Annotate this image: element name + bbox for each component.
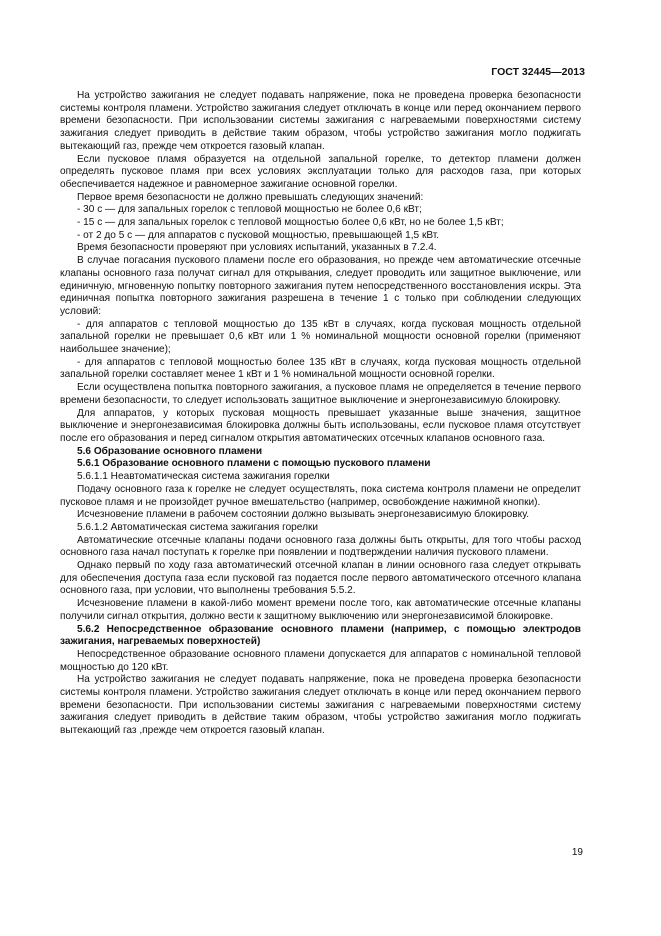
list-item: - для аппаратов с тепловой мощностью более 135 кВт в случаях, когда пусковая мощность отдельной запальной горелки составляет менее 1 кВт и 1 % номинальной мощности основной горелки. [60, 356, 581, 381]
paragraph: На устройство зажигания не следует подавать напряжение, пока не проведена проверка безопасности системы контроля пламени. Устройство зажигания следует отключать в конце или перед окончанием первого времени безопасности. При использовании системы зажигания с нагреваемыми поверхностями систему зажигания следует приводить в действие таким образом, чтобы устройство зажигания могло поджигать вытекающий газ ,прежде чем откроется газовый клапан. [60, 674, 581, 737]
list-item: - от 2 до 5 с — для аппаратов с пусковой мощностью, превышающей 1,5 кВт. [77, 229, 440, 241]
paragraph: Непосредственное образование основного пламени допускается для аппаратов с номинальной тепловой мощностью до 120 кВт. [60, 648, 581, 673]
paragraph: Если осуществлена попытка повторного зажигания, а пусковое пламя не определяется в течение первого времени безопасности, то следует использовать защитное выключение и энергонезависимую блокировку. [60, 382, 581, 406]
paragraph: Для аппаратов, у которых пусковая мощность превышает указанные выше значения, защитное выключение и энергонезависимая блокировка должны быть использованы, если пусковое пламя отсутствует после его образования и перед сигналом открытия автоматических отсечных клапанов основного газа. [60, 407, 581, 444]
document-body [60, 90, 581, 738]
paragraph: Время безопасности проверяют при условиях испытаний, указанных в 7.2.4. [77, 242, 437, 254]
paragraph: Если пусковое пламя образуется на отдельной запальной горелке, то детектор пламени должен определять пусковое пламя при всех условиях эксплуатации только для расходов газа, при которых обеспечивается надежное и равномерное зажигание основной горелки. [60, 153, 581, 190]
list-item: - для аппаратов с тепловой мощностью до 135 кВт в случаях, когда пусковая мощность отдельной запальной горелки не превышает 0,6 кВт или 1 % номинальной мощности основной горелки (применяют наибольшее значение); [60, 318, 581, 356]
list-item: - 30 с — для запальных горелок с тепловой мощностью не более 0,6 кВт; [77, 204, 422, 216]
clause-heading: 5.6.1.2 Автоматическая система зажигания горелки [77, 521, 319, 533]
subsection-heading: 5.6.2 Непосредственное образование основного пламени (например, с помощью электродов зажигания, нагреваемых поверхностей) [60, 623, 581, 648]
paragraph: На устройство зажигания не следует подавать напряжение, пока не проведена проверка безопасности системы контроля пламени. Устройство зажигания следует отключать в конце или перед окончанием первого времени безопасности. При использовании системы зажигания с нагреваемыми поверхностями систему зажигания следует приводить в действие таким образом, чтобы устройство зажигания могло поджигать вытекающий газ, прежде чем откроется газовый клапан. [60, 90, 581, 152]
paragraph: Исчезновение пламени в рабочем состоянии должно вызывать энергонезависимую блокировку. [77, 509, 530, 521]
paragraph: Подачу основного газа к горелке не следует осуществлять, пока система контроля пламени не определит пусковое пламя и не произойдет ручное вмешательство (например, освобождение нажимной кнопки). [60, 483, 581, 508]
paragraph: Однако первый по ходу газа автоматический отсечной клапан в линии основного газа следует открывать для обеспечения доступа газа если пусковой газ подается после первого автоматического отсечного клапана основного газа, при условии, что выполнены требования 5.5.2. [60, 560, 581, 597]
section-heading: 5.6 Образование основного пламени [77, 445, 263, 457]
list-item: - 15 с — для запальных горелок с тепловой мощностью более 0,6 кВт, но не более 1,5 кВт; [77, 217, 504, 229]
paragraph: В случае погасания пускового пламени после его образования, но прежде чем автоматические отсечные клапаны основного газа получат сигнал для открывания, следует проводить или защитное выключение, или единичную, мгновенную попытку повторного зажигания путем непосредственного восстановления искры. Эта единичная попытка повторного зажигания разрешена в течение 1 с только при соблюдении следующих условий: [60, 255, 581, 317]
clause-heading: 5.6.1.1 Неавтоматическая система зажигания горелки [77, 471, 330, 483]
paragraph: Автоматические отсечные клапаны подачи основного газа должны быть открыты, для того чтобы расход основного газа начал поступать к горелке при появлении и подтверждении наличия пускового пламени. [60, 534, 581, 559]
subsection-heading: 5.6.1 Образование основного пламени с помощью пускового пламени [77, 458, 431, 470]
standard-number: ГОСТ 32445—2013 [491, 66, 585, 78]
paragraph: Первое время безопасности не должно превышать следующих значений: [77, 191, 424, 203]
paragraph: Исчезновение пламени в какой-либо момент времени после того, как автоматические отсечные клапаны получили сигнал открытия, должно вести к защитному выключению или энергонезависимой блокировке. [60, 598, 581, 622]
page-number: 19 [571, 847, 583, 858]
